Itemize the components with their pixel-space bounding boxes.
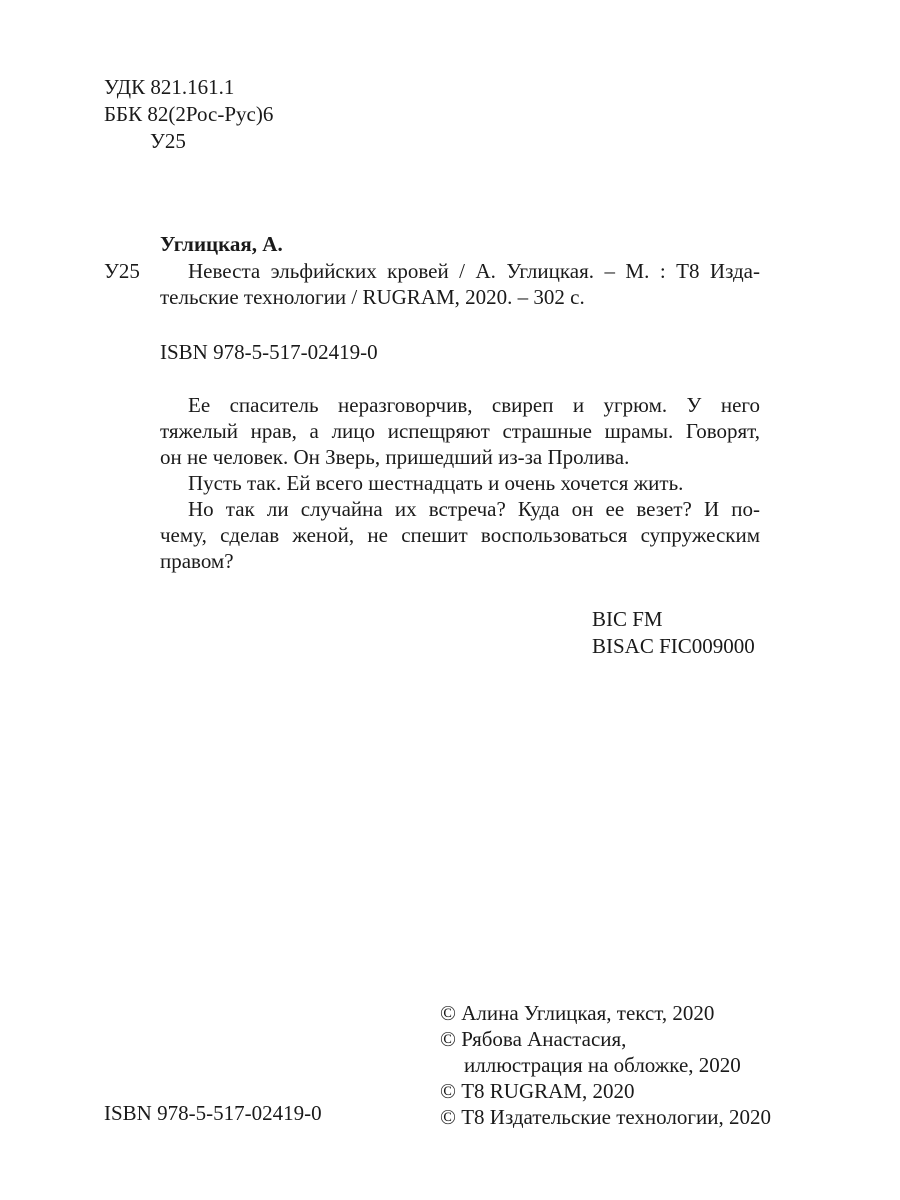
annotation-line: чему, сделав женой, не спешит воспользоваться супружеским	[160, 523, 760, 547]
copyright-block	[440, 1000, 771, 1130]
bisac-code: BISAC FIC009000	[592, 634, 755, 658]
copyright-line: © Т8 RUGRAM, 2020	[440, 1079, 635, 1103]
catalog-author-mark: У25	[104, 259, 140, 283]
annotation-line: Но так ли случайна их встреча? Куда он ее везет? И по-	[188, 497, 760, 521]
udk-index: УДК 821.161.1	[104, 75, 235, 99]
catalog-isbn: ISBN 978-5-517-02419-0	[160, 340, 378, 364]
bibliographic-line: тельские технологии / RUGRAM, 2020. – 302 с.	[160, 285, 585, 309]
copyright-line: © Алина Углицкая, текст, 2020	[440, 1001, 715, 1025]
annotation-line: Ее спаситель неразговорчив, свиреп и угрюм. У него	[188, 393, 760, 417]
annotation-line: он не человек. Он Зверь, пришедший из-за Пролива.	[160, 445, 630, 469]
copyright-line: © Рябова Анастасия,	[440, 1027, 627, 1051]
bbk-index: ББК 82(2Рос-Рус)6	[104, 102, 274, 126]
author-heading: Углицкая, А.	[160, 232, 283, 256]
annotation	[160, 392, 760, 574]
annotation-line: правом?	[160, 549, 234, 573]
bic-code: BIC FM	[592, 607, 663, 631]
annotation-line: тяжелый нрав, а лицо испещряют страшные шрамы. Говорят,	[160, 419, 760, 443]
bibliographic-description	[160, 258, 760, 310]
author-mark: У25	[150, 129, 186, 153]
copyright-line: © Т8 Издательские технологии, 2020	[440, 1105, 771, 1129]
copyright-line: иллюстрация на обложке, 2020	[464, 1053, 741, 1077]
annotation-line: Пусть так. Ей всего шестнадцать и очень хочется жить.	[188, 471, 684, 495]
bibliographic-line: Невеста эльфийских кровей / А. Углицкая. – М. : Т8 Изда-	[188, 259, 760, 283]
footer-isbn: ISBN 978-5-517-02419-0	[104, 1101, 322, 1125]
